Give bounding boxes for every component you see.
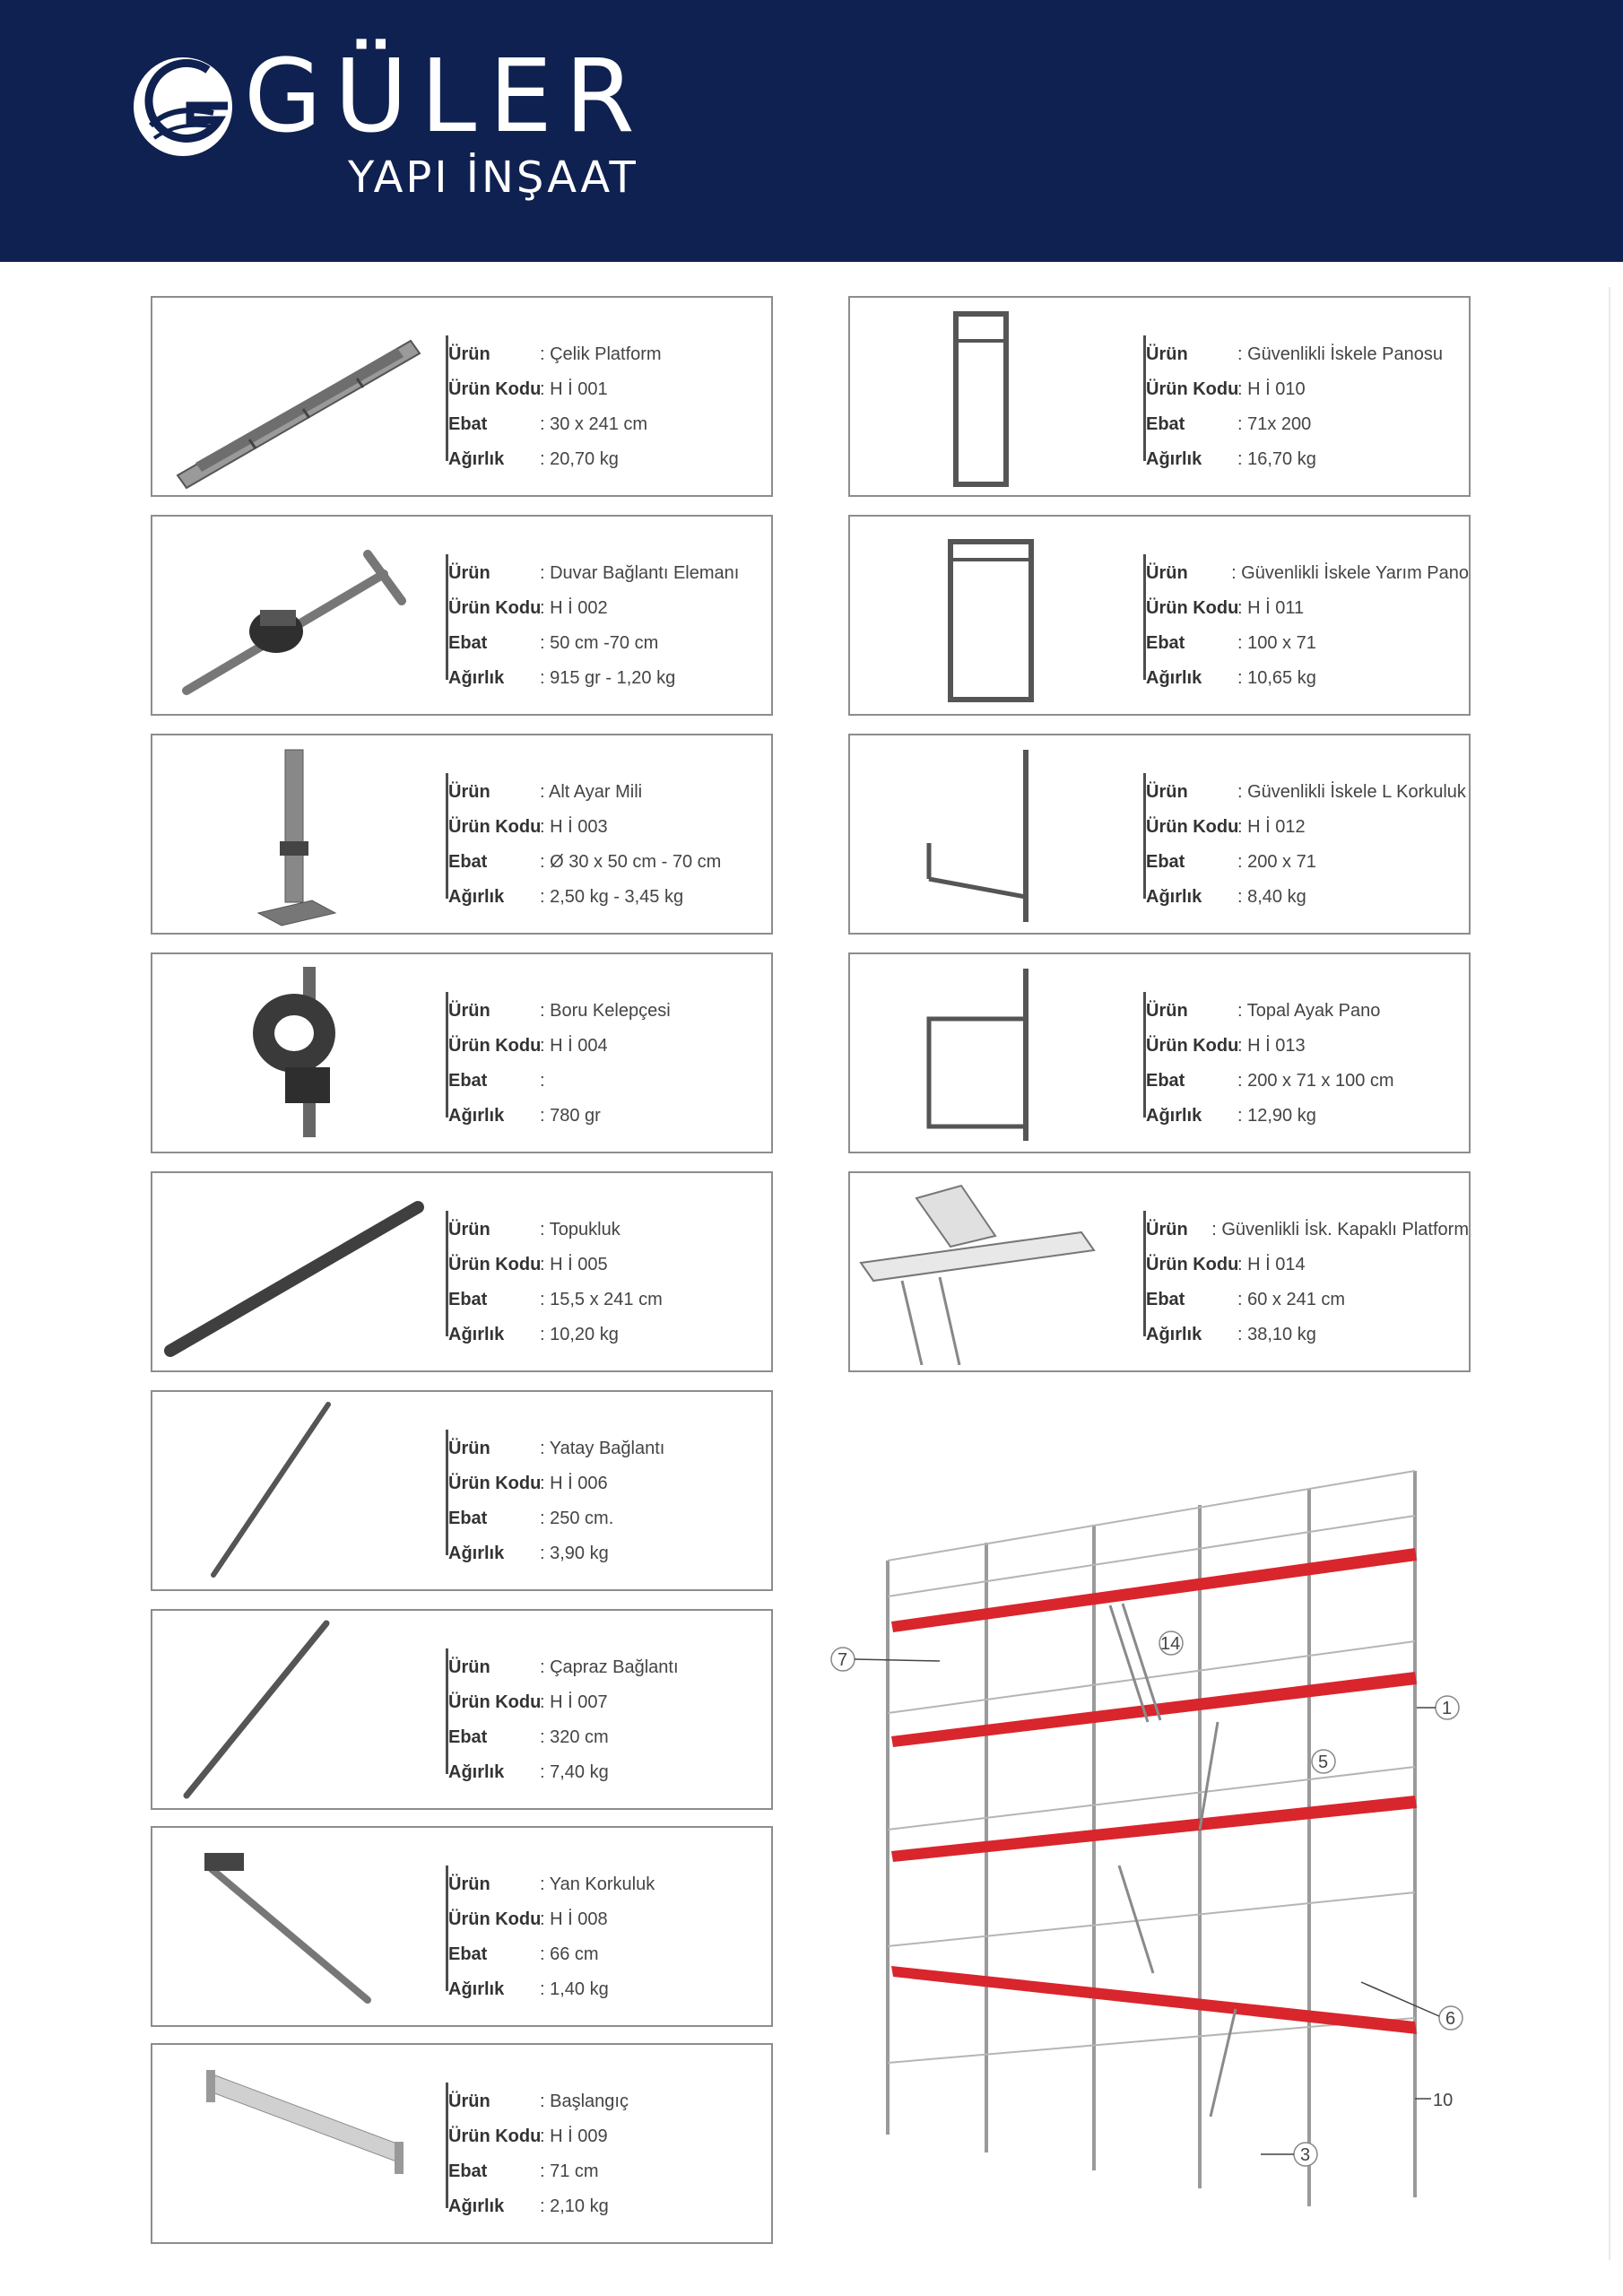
size-label: Ebat — [448, 1290, 488, 1309]
product-name: : Boru Kelepçesi — [540, 1001, 671, 1021]
product-label: Ürün — [448, 1001, 490, 1021]
size-label: Ebat — [448, 1509, 488, 1528]
code-label: Ürün Kodu — [448, 817, 542, 837]
product-name: : Güvenlikli İskele Panosu — [1237, 344, 1444, 364]
product-size: : — [540, 1071, 545, 1091]
product-info — [448, 337, 771, 477]
callout-3: 3 — [1300, 2145, 1311, 2165]
product-card-hi004 — [151, 952, 773, 1153]
product-name: : Çelik Platform — [540, 344, 662, 364]
code-label: Ürün Kodu — [448, 1909, 542, 1929]
scaffold-frame-icon — [857, 305, 1126, 490]
product-name: : Yatay Bağlantı — [540, 1439, 665, 1458]
product-weight: : 10,20 kg — [540, 1325, 619, 1344]
size-label: Ebat — [448, 1727, 488, 1747]
product-name: : Duvar Bağlantı Elemanı — [540, 563, 740, 583]
product-card-hi011 — [848, 515, 1471, 716]
product-card-hi010 — [848, 296, 1471, 497]
product-info — [448, 994, 771, 1134]
scaffold-assembly-diagram — [823, 1453, 1505, 2224]
callout-10: 10 — [1433, 2091, 1454, 2110]
product-size: : 71x 200 — [1237, 414, 1312, 434]
code-label: Ürün Kodu — [1146, 379, 1239, 399]
product-size: : 250 cm. — [540, 1509, 614, 1528]
product-weight: : 12,90 kg — [1237, 1106, 1316, 1126]
product-name: : Güvenlikli İskele L Korkuluk — [1237, 782, 1466, 802]
product-code: : H İ 009 — [540, 2126, 608, 2146]
product-info — [448, 775, 771, 915]
product-weight: : 1,40 kg — [540, 1979, 609, 1999]
product-code: : H İ 007 — [540, 1692, 608, 1712]
product-size: : 30 x 241 cm — [540, 414, 648, 434]
weight-label: Ağırlık — [448, 1762, 505, 1782]
code-label: Ürün Kodu — [448, 598, 542, 618]
product-card-hi007 — [151, 1609, 773, 1810]
weight-label: Ağırlık — [448, 1544, 505, 1563]
product-label: Ürün — [448, 344, 490, 364]
product-weight: : 16,70 kg — [1237, 449, 1316, 469]
size-label: Ebat — [448, 633, 488, 653]
product-info — [1146, 337, 1469, 477]
weight-label: Ağırlık — [448, 668, 505, 688]
code-label: Ürün Kodu — [1146, 598, 1239, 618]
product-code: : H İ 001 — [540, 379, 608, 399]
product-card-hi001 — [151, 296, 773, 497]
product-name: : Güvenlikli İsk. Kapaklı Platform — [1211, 1220, 1469, 1239]
product-card-hi013 — [848, 952, 1471, 1153]
product-card-hi005 — [151, 1171, 773, 1372]
size-label: Ebat — [448, 2161, 488, 2181]
weight-label: Ağırlık — [448, 887, 505, 907]
product-weight: : 3,90 kg — [540, 1544, 609, 1563]
steel-platform-icon — [160, 305, 429, 490]
code-label: Ürün Kodu — [1146, 817, 1239, 837]
product-info — [448, 1431, 771, 1571]
weight-label: Ağırlık — [448, 1979, 505, 1999]
product-label: Ürün — [448, 1657, 490, 1677]
callout-5: 5 — [1318, 1752, 1329, 1772]
product-size: : 200 x 71 — [1237, 852, 1316, 872]
product-name: : Topal Ayak Pano — [1237, 1001, 1381, 1021]
product-info — [448, 1867, 771, 2007]
weight-label: Ağırlık — [1146, 668, 1202, 688]
product-size: : 66 cm — [540, 1944, 599, 1964]
product-card-hi006 — [151, 1390, 773, 1591]
size-label: Ebat — [448, 852, 488, 872]
product-label: Ürün — [448, 2092, 490, 2111]
product-card-hi009 — [151, 2043, 773, 2244]
product-info — [1146, 556, 1469, 696]
size-label: Ebat — [1146, 1290, 1185, 1309]
code-label: Ürün Kodu — [1146, 1255, 1239, 1274]
product-label: Ürün — [448, 782, 490, 802]
product-info — [448, 1213, 771, 1352]
product-card-hi008 — [151, 1826, 773, 2027]
size-label: Ebat — [448, 1944, 488, 1964]
weight-label: Ağırlık — [448, 449, 505, 469]
product-label: Ürün — [1146, 563, 1188, 583]
product-weight: : 915 gr - 1,20 kg — [540, 668, 676, 688]
toe-board-icon — [160, 1180, 429, 1365]
half-frame-icon — [857, 524, 1126, 709]
code-label: Ürün Kodu — [448, 2126, 542, 2146]
product-card-hi014 — [848, 1171, 1471, 1372]
product-name: : Çapraz Bağlantı — [540, 1657, 679, 1677]
short-leg-frame-icon — [857, 961, 1126, 1146]
product-weight: : 2,10 kg — [540, 2196, 609, 2216]
brand-name: GÜLER — [244, 39, 647, 155]
product-code: : H İ 003 — [540, 817, 608, 837]
product-label: Ürün — [1146, 344, 1188, 364]
code-label: Ürün Kodu — [448, 1692, 542, 1712]
callout-7: 7 — [838, 1650, 848, 1670]
product-code: : H İ 010 — [1237, 379, 1306, 399]
product-card-hi002 — [151, 515, 773, 716]
code-label: Ürün Kodu — [1146, 1036, 1239, 1056]
weight-label: Ağırlık — [1146, 887, 1202, 907]
product-size: : 320 cm — [540, 1727, 609, 1747]
weight-label: Ağırlık — [448, 1325, 505, 1344]
diagonal-brace-icon — [160, 1618, 429, 1803]
product-label: Ürün — [448, 1220, 490, 1239]
product-name: : Alt Ayar Mili — [540, 782, 643, 802]
guler-logo-icon — [131, 50, 234, 162]
product-code: : H İ 005 — [540, 1255, 608, 1274]
weight-label: Ağırlık — [1146, 1325, 1202, 1344]
product-size: : Ø 30 x 50 cm - 70 cm — [540, 852, 722, 872]
size-label: Ebat — [1146, 852, 1185, 872]
product-weight: : 780 gr — [540, 1106, 601, 1126]
product-name: : Güvenlikli İskele Yarım Pano — [1231, 563, 1469, 583]
product-weight: : 2,50 kg - 3,45 kg — [540, 887, 684, 907]
weight-label: Ağırlık — [448, 2196, 505, 2216]
callout-14: 14 — [1160, 1634, 1181, 1654]
base-jack-icon — [160, 743, 429, 927]
product-name: : Başlangıç — [540, 2092, 629, 2111]
product-label: Ürün — [448, 563, 490, 583]
product-weight: : 10,65 kg — [1237, 668, 1316, 688]
product-size: : 50 cm -70 cm — [540, 633, 659, 653]
product-size: : 15,5 x 241 cm — [540, 1290, 663, 1309]
product-code: : H İ 006 — [540, 1474, 608, 1493]
product-weight: : 38,10 kg — [1237, 1325, 1316, 1344]
product-code: : H İ 002 — [540, 598, 608, 618]
product-label: Ürün — [1146, 1220, 1188, 1239]
product-code: : H İ 013 — [1237, 1036, 1306, 1056]
product-info — [448, 1650, 771, 1790]
brand-subtitle: YAPI İNŞAAT — [348, 152, 638, 203]
product-code: : H İ 008 — [540, 1909, 608, 1929]
code-label: Ürün Kodu — [448, 1255, 542, 1274]
weight-label: Ağırlık — [1146, 1106, 1202, 1126]
weight-label: Ağırlık — [1146, 449, 1202, 469]
size-label: Ebat — [1146, 414, 1185, 434]
product-label: Ürün — [448, 1439, 490, 1458]
size-label: Ebat — [1146, 633, 1185, 653]
weight-label: Ağırlık — [448, 1106, 505, 1126]
size-label: Ebat — [448, 1071, 488, 1091]
product-name: : Yan Korkuluk — [540, 1874, 655, 1894]
product-name: : Topukluk — [540, 1220, 621, 1239]
product-weight: : 7,40 kg — [540, 1762, 609, 1782]
product-label: Ürün — [448, 1874, 490, 1894]
scaffold-uprights — [888, 1471, 1415, 2206]
product-info — [1146, 1213, 1469, 1352]
code-label: Ürün Kodu — [448, 1474, 542, 1493]
code-label: Ürün Kodu — [448, 1036, 542, 1056]
product-info — [1146, 775, 1469, 915]
side-guardrail-icon — [160, 1835, 429, 2020]
product-code: : H İ 012 — [1237, 817, 1306, 837]
hatch-platform-icon — [857, 1180, 1126, 1365]
product-label: Ürün — [1146, 1001, 1188, 1021]
callout-1: 1 — [1442, 1699, 1453, 1718]
header-banner — [0, 0, 1623, 262]
starter-piece-icon — [160, 2052, 429, 2237]
red-platform-decks — [891, 1548, 1417, 2034]
product-size: : 200 x 71 x 100 cm — [1237, 1071, 1394, 1091]
callout-6: 6 — [1445, 2009, 1456, 2029]
product-size: : 60 x 241 cm — [1237, 1290, 1346, 1309]
horizontal-brace-icon — [160, 1399, 429, 1584]
wall-tie-icon — [160, 524, 429, 709]
product-card-hi003 — [151, 734, 773, 935]
code-label: Ürün Kodu — [448, 379, 542, 399]
product-weight: : 20,70 kg — [540, 449, 619, 469]
product-code: : H İ 011 — [1237, 598, 1305, 618]
size-label: Ebat — [1146, 1071, 1185, 1091]
product-size: : 100 x 71 — [1237, 633, 1316, 653]
product-size: : 71 cm — [540, 2161, 599, 2181]
size-label: Ebat — [448, 414, 488, 434]
product-label: Ürün — [1146, 782, 1188, 802]
product-info — [448, 556, 771, 696]
page-edge-rule — [1609, 287, 1610, 2260]
product-weight: : 8,40 kg — [1237, 887, 1306, 907]
product-code: : H İ 004 — [540, 1036, 608, 1056]
l-guardrail-icon — [857, 743, 1126, 927]
pipe-clamp-icon — [160, 961, 429, 1146]
product-code: : H İ 014 — [1237, 1255, 1306, 1274]
product-card-hi012 — [848, 734, 1471, 935]
product-info — [448, 2084, 771, 2224]
product-info — [1146, 994, 1469, 1134]
